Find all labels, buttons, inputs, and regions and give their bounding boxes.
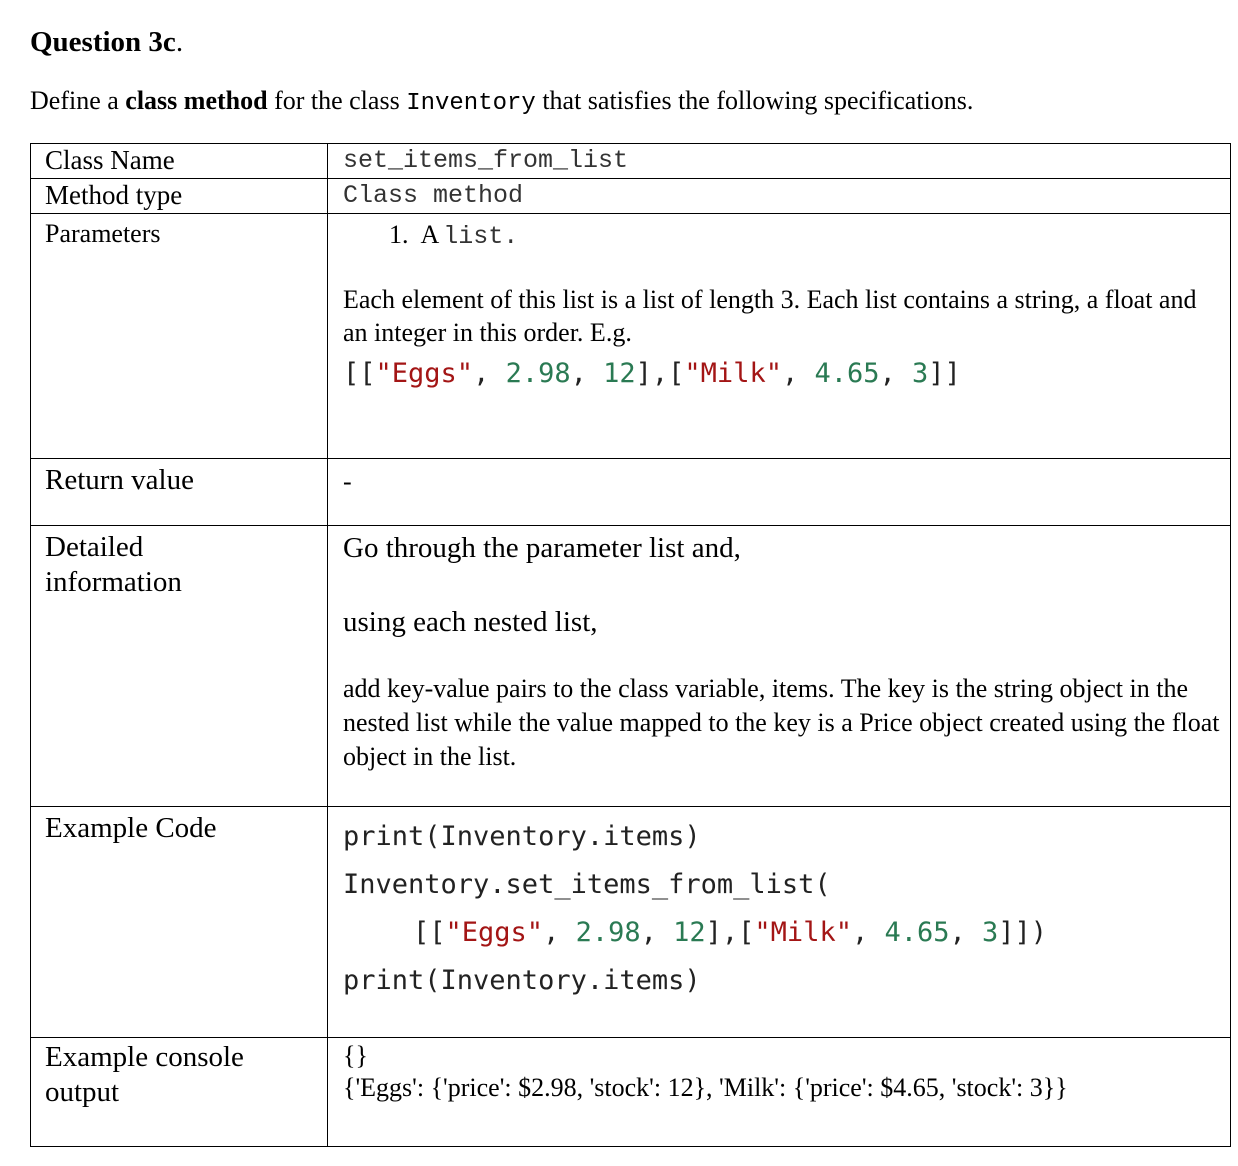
detail-paragraph-3: add key-value pairs to the class variable, items. The key is the string object in the nested list while the value mapped to the key is a Price object created using the float object in the list. bbox=[343, 674, 1220, 771]
detail-paragraph-1: Go through the parameter list and, bbox=[343, 532, 741, 564]
label-detailed-information: Detailed information bbox=[45, 531, 182, 598]
code-line-1: print(Inventory.items) bbox=[343, 821, 701, 852]
code-line-3: [["Eggs", 2.98, 12],["Milk", 4.65, 3]]) bbox=[413, 917, 1048, 948]
console-line-2: {'Eggs': {'price': $2.98, 'stock': 12}, 'Milk': {'price': $4.65, 'stock': 3}} bbox=[343, 1073, 1068, 1102]
intro-bold: class method bbox=[125, 86, 268, 115]
label-return-value: Return value bbox=[45, 464, 194, 496]
row-detailed-information bbox=[31, 526, 1231, 807]
parameter-list-item: 1. A list. bbox=[389, 220, 519, 251]
example-code-block bbox=[343, 807, 1230, 1005]
row-example-code bbox=[31, 807, 1231, 1038]
code-line-4: print(Inventory.items) bbox=[343, 965, 701, 996]
question-heading: Question 3c. bbox=[30, 26, 184, 58]
label-console-output: Example console output bbox=[45, 1041, 244, 1108]
row-method-type bbox=[31, 179, 1231, 214]
label-example-code: Example Code bbox=[45, 812, 217, 844]
parameter-example: [["Eggs", 2.98, 12],["Milk", 4.65, 3]] bbox=[343, 358, 961, 389]
value-return-value: - bbox=[343, 467, 352, 496]
label-class-name: Class Name bbox=[45, 145, 175, 175]
parameter-description: Each element of this list is a list of length 3. Each list contains a string, a float and an integer in this order. E.g. bbox=[343, 285, 1197, 347]
row-return-value bbox=[31, 459, 1231, 526]
value-class-name: set_items_from_list bbox=[343, 146, 629, 175]
value-method-type: Class method bbox=[343, 181, 524, 210]
label-method-type: Method type bbox=[45, 180, 183, 210]
intro-text: Define a class method for the class Inventory that satisfies the following specifications. bbox=[30, 86, 974, 117]
row-parameters bbox=[31, 214, 1231, 459]
code-line-2: Inventory.set_items_from_list( bbox=[343, 869, 831, 900]
row-console-output bbox=[31, 1038, 1231, 1147]
class-name-code: Inventory bbox=[406, 90, 536, 117]
label-parameters: Parameters bbox=[45, 219, 161, 248]
spec-table bbox=[30, 143, 1231, 1147]
console-line-1: {} bbox=[343, 1041, 368, 1070]
row-class-name bbox=[31, 144, 1231, 179]
question-number: Question 3c bbox=[30, 26, 176, 58]
detail-paragraph-2: using each nested list, bbox=[343, 606, 598, 638]
console-output bbox=[343, 1038, 1230, 1104]
